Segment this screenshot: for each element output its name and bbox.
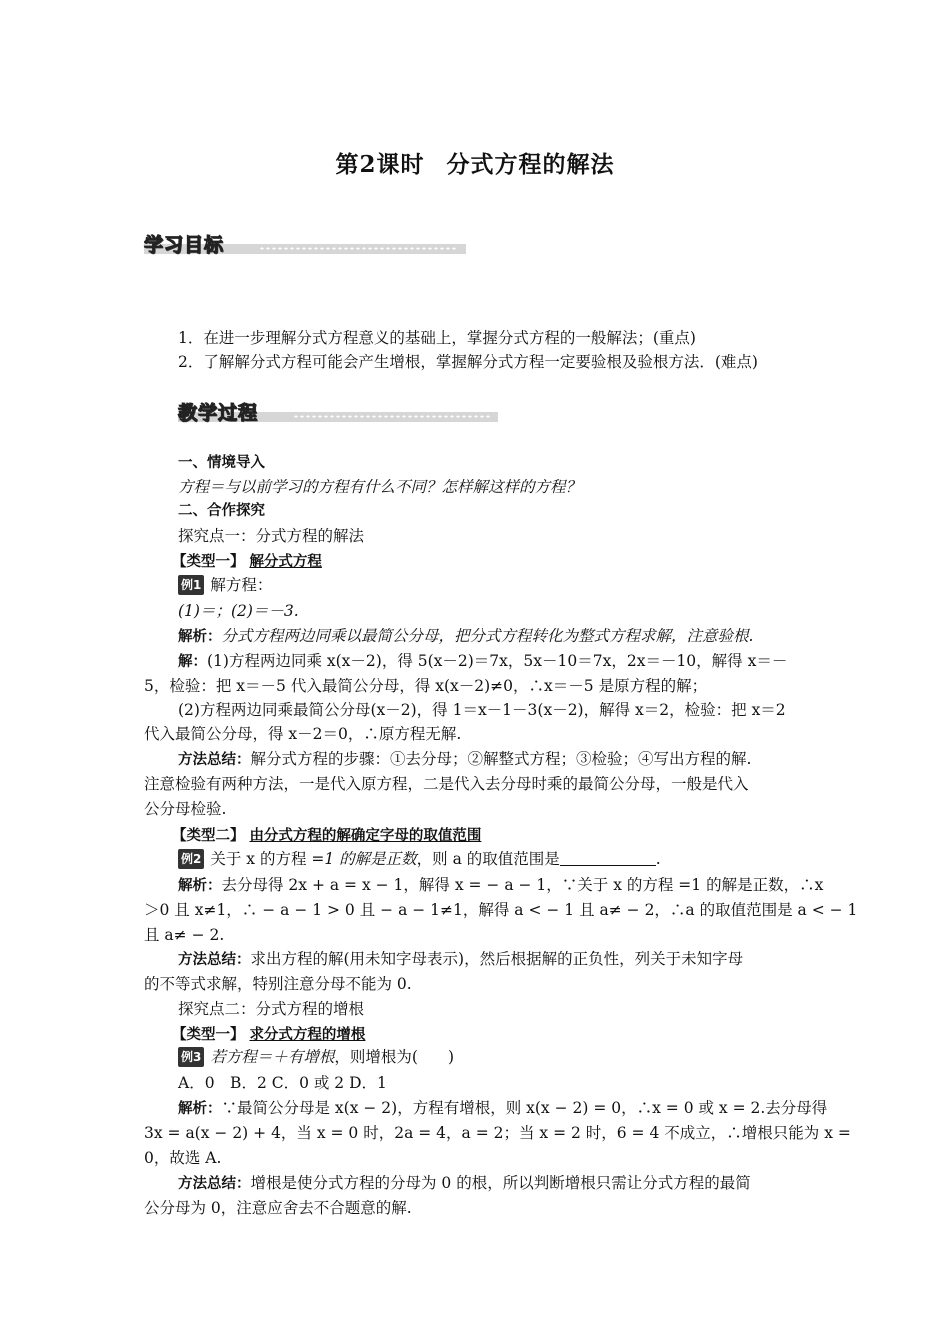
- section-heading: 学习目标: [144, 234, 225, 256]
- section-heading: 教学过程: [178, 402, 259, 424]
- type-heading: [172, 825, 481, 846]
- solution-text: 5，检验：把 x＝－5 代入最简公分母，得 x(x－2)≠0，∴x＝－5 是原方程的解；: [144, 677, 708, 695]
- solution-text: 代入最简公分母，得 x－2＝0，∴原方程无解.: [144, 725, 462, 743]
- method-text: 解分式方程的步骤：①去分母；②解整式方程；③检验；④写出方程的解.: [250, 750, 752, 768]
- analysis-label: 解析：: [178, 629, 222, 645]
- method-summary-1: [178, 749, 751, 770]
- example-badge: 例2: [178, 849, 204, 869]
- example-badge: 例1: [178, 575, 204, 595]
- explore-point-2: 探究点二：分式方程的增根: [178, 1000, 365, 1018]
- method-text: 求出方程的解(用未知字母表示)，然后根据解的正负性，列关于未知字母: [250, 950, 744, 968]
- example-3-options: A．0 B．2 C．0 或 2 D．1: [178, 1074, 387, 1092]
- type-heading: [172, 1024, 365, 1045]
- goal-item: 1．在进一步理解分式方程意义的基础上，掌握分式方程的一般解法；(重点): [178, 329, 696, 347]
- intro-question: 方程＝与以前学习的方程有什么不同？怎样解这样的方程？: [178, 478, 582, 496]
- example-1-solution: [178, 651, 787, 672]
- method-label: 方法总结：: [178, 1176, 251, 1192]
- example-text: 解方程：: [210, 576, 273, 594]
- method-label: 方法总结：: [178, 752, 251, 768]
- analysis-label: 解析：: [178, 878, 222, 894]
- example-text: =1 的解是正数: [311, 850, 417, 868]
- example-text: 若方程＝＋有增根: [210, 1048, 335, 1066]
- solution-text: (2)方程两边同乘最简公分母(x－2)，得 1＝x－1－3(x－2)，解得 x＝2，检验：把 x＝2: [178, 701, 786, 719]
- analysis-text: 分式方程两边同乘以最简公分母，把分式方程转化为整式方程求解，注意验根.: [221, 627, 754, 645]
- example-3: [178, 1047, 454, 1067]
- solution-label: 解：: [178, 654, 207, 670]
- example-2-analysis: [178, 875, 823, 896]
- type-title: 解分式方程: [249, 554, 322, 570]
- answer-blank[interactable]: [560, 851, 656, 866]
- analysis-label: 解析：: [178, 1101, 222, 1117]
- explore-heading: 二、合作探究: [178, 503, 265, 519]
- lesson-topic: 分式方程的解法: [446, 151, 615, 178]
- analysis-text: 3x = a(x − 2) + 4，当 x = 0 时，2a = 4，a = 2；当 x = 2 时，6 = 4 不成立，∴增根只能为 x =: [144, 1124, 851, 1142]
- type-heading: [172, 551, 322, 572]
- method-text: 公分母检验.: [144, 800, 227, 818]
- example-text: 关于 x 的方程: [210, 850, 312, 868]
- explore-point-1: 探究点一：分式方程的解法: [178, 527, 365, 545]
- analysis-text: ∵最简公分母是 x(x − 2)，方程有增根，则 x(x − 2) = 0，∴x = 0 或 x = 2.去分母得: [221, 1099, 828, 1117]
- method-summary-2: [178, 949, 743, 970]
- analysis-text: 去分母得 2x + a = x − 1，解得 x = − a − 1，∵关于 x 的方程 =1 的解是正数，∴x: [221, 876, 824, 894]
- type-tag: 【类型一】: [172, 1027, 245, 1043]
- solution-text: (1)方程两边同乘 x(x－2)，得 5(x－2)＝7x，5x－10＝7x，2x＝－10，解得 x＝－: [207, 652, 788, 670]
- section-banner-process: [178, 404, 498, 426]
- example-3-analysis: [178, 1098, 827, 1119]
- type-tag: 【类型二】: [172, 828, 245, 844]
- goal-item: 2．了解解分式方程可能会产生增根，掌握解分式方程一定要验根及验根方法．(难点): [178, 353, 758, 371]
- method-text: 注意检验有两种方法，一是代入原方程，二是代入去分母时乘的最简公分母，一般是代入: [144, 775, 749, 793]
- section-banner-goals: [144, 236, 466, 258]
- analysis-text: 0，故选 A.: [144, 1149, 222, 1167]
- page-title: [0, 146, 950, 179]
- example-text: ，则 a 的取值范围是: [416, 850, 560, 868]
- example-badge: 例3: [178, 1047, 204, 1067]
- example-2: [178, 849, 661, 869]
- example-1-analysis: [178, 626, 753, 647]
- intro-heading: 一、情境导入: [178, 455, 265, 471]
- analysis-text: 且 a≠ − 2.: [144, 926, 225, 944]
- example-text: .: [655, 850, 661, 868]
- type-title: 求分式方程的增根: [249, 1027, 366, 1043]
- type-tag: 【类型一】: [172, 554, 245, 570]
- method-text: 公分母为 0，注意应舍去不合题意的解.: [144, 1199, 412, 1217]
- example-1: [178, 575, 272, 595]
- method-text: 的不等式求解，特别注意分母不能为 0.: [144, 975, 412, 993]
- method-summary-3: [178, 1173, 751, 1194]
- method-label: 方法总结：: [178, 952, 251, 968]
- example-text: ，则增根为(: [334, 1048, 418, 1066]
- analysis-text: ＞0 且 x≠1，∴ − a − 1 > 0 且 − a − 1≠1，解得 a < − 1 且 a≠ − 2，∴a 的取值范围是 a < − 1: [144, 901, 858, 919]
- method-text: 增根是使分式方程的分母为 0 的根，所以判断增根只需让分式方程的最简: [250, 1174, 751, 1192]
- type-title: 由分式方程的解确定字母的取值范围: [249, 828, 482, 844]
- example-1-items: (1)＝；(2)＝－3.: [178, 602, 299, 620]
- lesson-number: 第2课时: [335, 151, 425, 178]
- example-text: ): [447, 1048, 454, 1066]
